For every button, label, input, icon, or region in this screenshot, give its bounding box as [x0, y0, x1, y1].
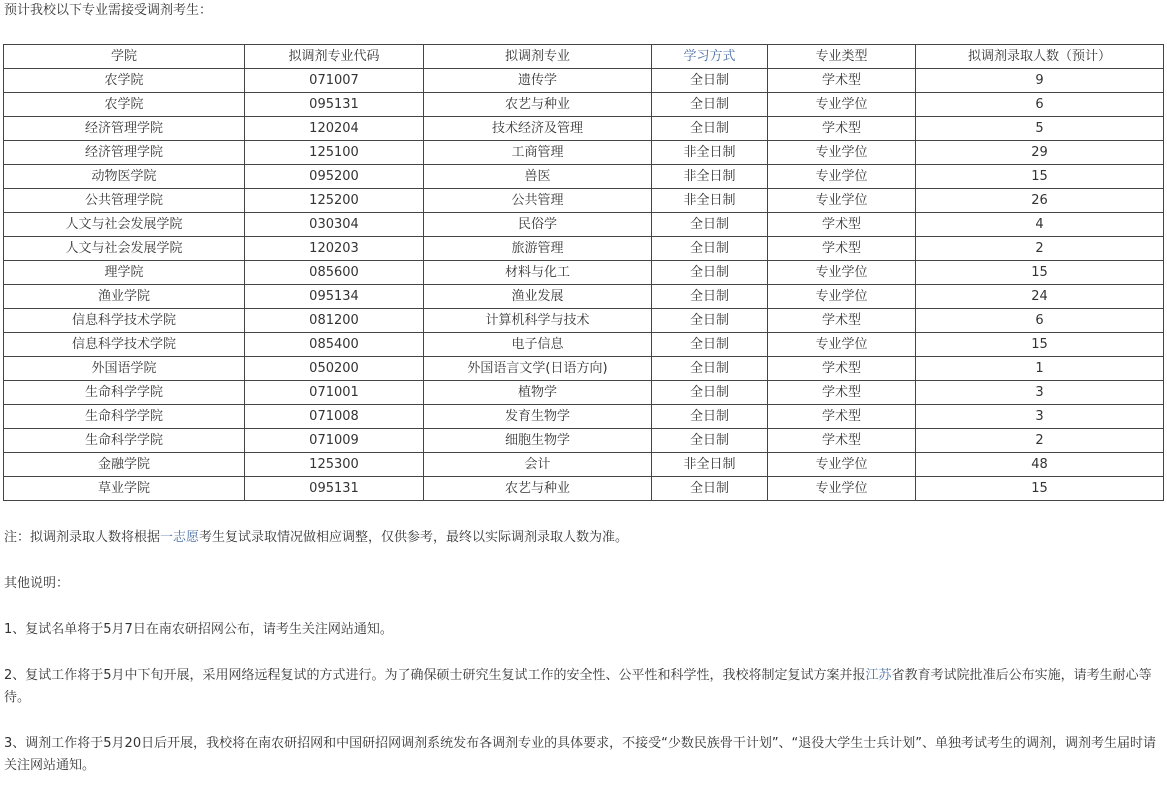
- cell-major-name: 农艺与种业: [424, 477, 652, 501]
- table-row: [4, 357, 1164, 381]
- cell-major-type: 专业学位: [768, 477, 916, 501]
- cell-admission-count: 6: [916, 309, 1164, 333]
- cell-major-name: 发育生物学: [424, 405, 652, 429]
- cell-admission-count: 29: [916, 141, 1164, 165]
- table-row: [4, 333, 1164, 357]
- note-paragraph: [4, 527, 1162, 549]
- cell-major-code: 120203: [245, 237, 424, 261]
- table-row: [4, 429, 1164, 453]
- cell-major-code: 125200: [245, 189, 424, 213]
- cell-study-mode: 全日制: [652, 357, 768, 381]
- table-row: [4, 285, 1164, 309]
- cell-college: 生命科学学院: [4, 405, 245, 429]
- cell-college: 经济管理学院: [4, 141, 245, 165]
- cell-study-mode: 非全日制: [652, 141, 768, 165]
- table-row: [4, 117, 1164, 141]
- cell-major-code: 081200: [245, 309, 424, 333]
- cell-college: 草业学院: [4, 477, 245, 501]
- cell-major-name: 会计: [424, 453, 652, 477]
- table-row: [4, 141, 1164, 165]
- cell-major-code: 125100: [245, 141, 424, 165]
- cell-admission-count: 24: [916, 285, 1164, 309]
- table-row: [4, 309, 1164, 333]
- cell-major-type: 学术型: [768, 309, 916, 333]
- cell-admission-count: 2: [916, 237, 1164, 261]
- cell-study-mode: 全日制: [652, 477, 768, 501]
- cell-major-code: 085400: [245, 333, 424, 357]
- note-text-after: 考生复试录取情况做相应调整，仅供参考，最终以实际调剂录取人数为准。: [199, 530, 629, 545]
- cell-study-mode: 全日制: [652, 117, 768, 141]
- cell-admission-count: 15: [916, 333, 1164, 357]
- cell-major-code: 071001: [245, 381, 424, 405]
- cell-admission-count: 6: [916, 93, 1164, 117]
- cell-major-type: 专业学位: [768, 141, 916, 165]
- item-2: [4, 665, 1162, 709]
- table-row: [4, 261, 1164, 285]
- item-2-link[interactable]: 江苏: [865, 668, 892, 683]
- cell-major-type: 学术型: [768, 381, 916, 405]
- header-major-name: 拟调剂专业: [424, 45, 652, 69]
- cell-major-code: 050200: [245, 357, 424, 381]
- cell-college: 生命科学学院: [4, 429, 245, 453]
- cell-major-name: 农艺与种业: [424, 93, 652, 117]
- cell-major-name: 公共管理: [424, 189, 652, 213]
- cell-major-name: 外国语言文学(日语方向): [424, 357, 652, 381]
- cell-major-code: 071007: [245, 69, 424, 93]
- cell-major-name: 植物学: [424, 381, 652, 405]
- cell-major-code: 085600: [245, 261, 424, 285]
- cell-major-type: 专业学位: [768, 285, 916, 309]
- cell-major-type: 专业学位: [768, 93, 916, 117]
- item-2-text-after: 省教育考试院批准后公布实施，请考生耐心等待。: [4, 668, 1152, 705]
- table-header-row: [4, 45, 1164, 69]
- cell-college: 人文与社会发展学院: [4, 213, 245, 237]
- cell-major-type: 学术型: [768, 117, 916, 141]
- cell-major-type: 专业学位: [768, 453, 916, 477]
- table-row: [4, 93, 1164, 117]
- header-major-type: 专业类型: [768, 45, 916, 69]
- cell-major-name: 民俗学: [424, 213, 652, 237]
- cell-study-mode: 全日制: [652, 69, 768, 93]
- table-row: [4, 453, 1164, 477]
- cell-admission-count: 3: [916, 381, 1164, 405]
- note-link[interactable]: 一志愿: [160, 530, 200, 545]
- header-college: 学院: [4, 45, 245, 69]
- cell-major-type: 学术型: [768, 213, 916, 237]
- cell-study-mode: 全日制: [652, 285, 768, 309]
- cell-major-code: 125300: [245, 453, 424, 477]
- cell-major-code: 095131: [245, 93, 424, 117]
- item-1: 1、复试名单将于5月7日在南农研招网公布，请考生关注网站通知。: [4, 622, 393, 637]
- cell-college: 农学院: [4, 69, 245, 93]
- cell-major-code: 071009: [245, 429, 424, 453]
- cell-major-type: 专业学位: [768, 165, 916, 189]
- table-body: [4, 69, 1164, 501]
- cell-major-name: 遗传学: [424, 69, 652, 93]
- item-3: 3、调剂工作将于5月20日后开展，我校将在南农研招网和中国研招网调剂系统发布各调剂专业的具体要求，不接受“少数民族骨干计划”、“退役大学生士兵计划”、单独考试考生的调剂，调剂考生届时请关注网站通知。: [4, 736, 1157, 773]
- cell-major-code: 095134: [245, 285, 424, 309]
- table-row: [4, 405, 1164, 429]
- cell-major-name: 技术经济及管理: [424, 117, 652, 141]
- cell-college: 公共管理学院: [4, 189, 245, 213]
- cell-study-mode: 非全日制: [652, 453, 768, 477]
- cell-study-mode: 全日制: [652, 333, 768, 357]
- cell-study-mode: 全日制: [652, 93, 768, 117]
- cell-study-mode: 全日制: [652, 405, 768, 429]
- cell-admission-count: 15: [916, 261, 1164, 285]
- cell-admission-count: 9: [916, 69, 1164, 93]
- table-row: [4, 237, 1164, 261]
- cell-major-type: 学术型: [768, 69, 916, 93]
- cell-admission-count: 2: [916, 429, 1164, 453]
- cell-college: 外国语学院: [4, 357, 245, 381]
- cell-study-mode: 全日制: [652, 213, 768, 237]
- cell-study-mode: 全日制: [652, 309, 768, 333]
- cell-major-name: 兽医: [424, 165, 652, 189]
- cell-college: 金融学院: [4, 453, 245, 477]
- cell-college: 生命科学学院: [4, 381, 245, 405]
- cell-major-type: 学术型: [768, 357, 916, 381]
- cell-college: 农学院: [4, 93, 245, 117]
- cell-college: 动物医学院: [4, 165, 245, 189]
- header-study-mode: 学习方式: [652, 45, 768, 69]
- cell-major-type: 学术型: [768, 429, 916, 453]
- cell-admission-count: 15: [916, 165, 1164, 189]
- other-title: 其他说明：: [4, 576, 70, 591]
- cell-study-mode: 全日制: [652, 429, 768, 453]
- cell-admission-count: 48: [916, 453, 1164, 477]
- table-row: [4, 189, 1164, 213]
- cell-study-mode: 非全日制: [652, 165, 768, 189]
- cell-major-name: 旅游管理: [424, 237, 652, 261]
- cell-major-code: 071008: [245, 405, 424, 429]
- cell-study-mode: 全日制: [652, 261, 768, 285]
- cell-admission-count: 3: [916, 405, 1164, 429]
- cell-college: 经济管理学院: [4, 117, 245, 141]
- cell-college: 渔业学院: [4, 285, 245, 309]
- cell-college: 理学院: [4, 261, 245, 285]
- cell-study-mode: 全日制: [652, 237, 768, 261]
- cell-major-code: 120204: [245, 117, 424, 141]
- cell-admission-count: 4: [916, 213, 1164, 237]
- table-row: [4, 69, 1164, 93]
- cell-admission-count: 5: [916, 117, 1164, 141]
- cell-major-type: 专业学位: [768, 189, 916, 213]
- cell-major-name: 材料与化工: [424, 261, 652, 285]
- table-row: [4, 165, 1164, 189]
- cell-admission-count: 15: [916, 477, 1164, 501]
- cell-study-mode: 全日制: [652, 381, 768, 405]
- cell-major-name: 细胞生物学: [424, 429, 652, 453]
- table-row: [4, 213, 1164, 237]
- item-2-text-before: 2、复试工作将于5月中下旬开展，采用网络远程复试的方式进行。为了确保硕士研究生复试工作的安全性、公平性和科学性，我校将制定复试方案并报: [4, 668, 866, 683]
- cell-major-type: 专业学位: [768, 333, 916, 357]
- note-text-before: 注：拟调剂录取人数将根据: [4, 530, 161, 545]
- header-admission-count: 拟调剂录取人数（预计）: [916, 45, 1164, 69]
- cell-major-code: 030304: [245, 213, 424, 237]
- cell-major-type: 学术型: [768, 405, 916, 429]
- cell-college: 信息科学技术学院: [4, 309, 245, 333]
- cell-college: 人文与社会发展学院: [4, 237, 245, 261]
- cell-major-type: 学术型: [768, 237, 916, 261]
- cell-study-mode: 非全日制: [652, 189, 768, 213]
- cell-major-type: 专业学位: [768, 261, 916, 285]
- header-major-code: 拟调剂专业代码: [245, 45, 424, 69]
- cell-admission-count: 1: [916, 357, 1164, 381]
- table-row: [4, 477, 1164, 501]
- cell-major-code: 095131: [245, 477, 424, 501]
- intro-text: 预计我校以下专业需接受调剂考生：: [4, 3, 213, 18]
- adjustment-table: [3, 44, 1164, 501]
- cell-college: 信息科学技术学院: [4, 333, 245, 357]
- cell-admission-count: 26: [916, 189, 1164, 213]
- cell-major-name: 渔业发展: [424, 285, 652, 309]
- table-row: [4, 381, 1164, 405]
- cell-major-name: 计算机科学与技术: [424, 309, 652, 333]
- cell-major-name: 工商管理: [424, 141, 652, 165]
- notes-section: [4, 527, 1162, 777]
- cell-major-name: 电子信息: [424, 333, 652, 357]
- cell-major-code: 095200: [245, 165, 424, 189]
